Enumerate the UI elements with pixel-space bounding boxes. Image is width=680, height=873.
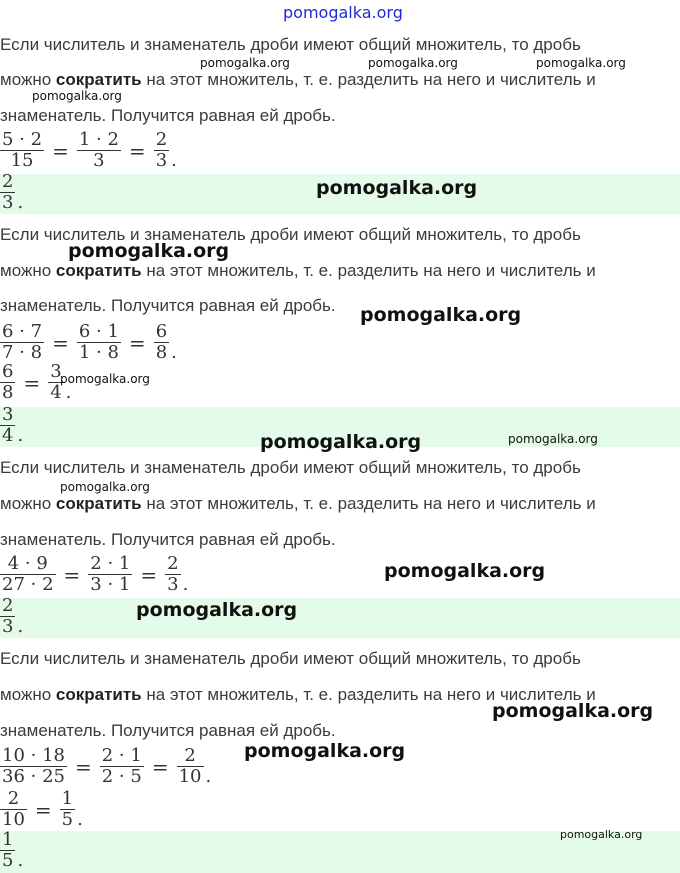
answer: $\frac{1}{5}$ .: [2, 829, 24, 871]
watermark: pomogalka.org: [244, 740, 406, 762]
watermark: pomogalka.org: [60, 372, 150, 386]
watermark: pomogalka.org: [492, 700, 654, 722]
answer-band: [0, 595, 680, 638]
equation: $\frac{10 \cdot 18}{36 \cdot 25}$ = $\frac{2 \cdot 1}{2 \cdot 5}$ = $\frac{2}{10}$ .: [2, 745, 212, 787]
answer: $\frac{2}{3}$ .: [2, 171, 24, 213]
equation-simplified: $\frac{6}{8}$ = $\frac{3}{4}$ .: [2, 361, 72, 403]
watermark: pomogalka.org: [560, 828, 643, 841]
equation-simplified: $\frac{2}{10}$ = $\frac{1}{5}$ .: [2, 788, 83, 830]
keyword-reduce: сократить: [55, 261, 142, 280]
rule-line-1: Если числитель и знаменатель дроби имеют общий множитель, то дробь: [0, 35, 581, 54]
rule-line-1: Если числитель и знаменатель дроби имеют общий множитель, то дробь: [0, 649, 581, 668]
watermark: pomogalka.org: [200, 56, 290, 70]
rule-line-2: можно сократить на этот множитель, т. е. разделить на него и числитель и: [0, 70, 596, 89]
rule-line-1: Если числитель и знаменатель дроби имеют общий множитель, то дробь: [0, 225, 581, 244]
keyword-reduce: сократить: [55, 70, 142, 89]
fraction: $\frac{2}{3}$: [155, 129, 168, 171]
rule-line-3: знаменатель. Получится равная ей дробь.: [0, 106, 336, 125]
watermark: pomogalka.org: [316, 177, 478, 199]
equation: $\frac{4 \cdot 9}{27 \cdot 2}$ = $\frac{2 \cdot 1}{3 \cdot 1}$ = $\frac{2}{3}$ .: [2, 553, 189, 595]
watermark: pomogalka.org: [536, 56, 626, 70]
equation: $\frac{6 \cdot 7}{7 \cdot 8}$ = $\frac{6 \cdot 1}{1 \cdot 8}$ = $\frac{6}{8}$ .: [2, 321, 177, 363]
rule-line-3: знаменатель. Получится равная ей дробь.: [0, 530, 336, 549]
watermark: pomogalka.org: [508, 432, 598, 446]
watermark: pomogalka.org: [360, 304, 522, 326]
rule-line-1: Если числитель и знаменатель дроби имеют общий множитель, то дробь: [0, 458, 581, 477]
watermark-top: pomogalka.org: [283, 3, 403, 22]
watermark: pomogalka.org: [384, 560, 546, 582]
rule-line-3: знаменатель. Получится равная ей дробь.: [0, 721, 336, 740]
fraction: $\frac{1 \cdot 2}{3}$: [78, 129, 119, 171]
watermark: pomogalka.org: [68, 240, 230, 262]
watermark: pomogalka.org: [260, 431, 422, 453]
answer: $\frac{3}{4}$ .: [2, 404, 24, 446]
watermark: pomogalka.org: [60, 480, 150, 494]
answer: $\frac{2}{3}$ .: [2, 595, 24, 637]
rule-line-2: можно сократить на этот множитель, т. е. разделить на него и числитель и: [0, 685, 596, 704]
equation: $\frac{5 \cdot 2}{15}$ = $\frac{1 \cdot 2}{3}$ = $\frac{2}{3}$ .: [2, 129, 177, 171]
keyword-reduce: сократить: [55, 685, 142, 704]
rule-line-2: можно сократить на этот множитель, т. е. разделить на него и числитель и: [0, 494, 596, 513]
watermark: pomogalka.org: [368, 56, 458, 70]
fraction: $\frac{5 \cdot 2}{15}$: [2, 129, 43, 171]
rule-line-2: можно сократить на этот множитель, т. е. разделить на него и числитель и: [0, 261, 596, 280]
watermark: pomogalka.org: [136, 599, 298, 621]
rule-line-3: знаменатель. Получится равная ей дробь.: [0, 296, 336, 315]
watermark: pomogalka.org: [32, 89, 122, 103]
keyword-reduce: сократить: [55, 494, 142, 513]
